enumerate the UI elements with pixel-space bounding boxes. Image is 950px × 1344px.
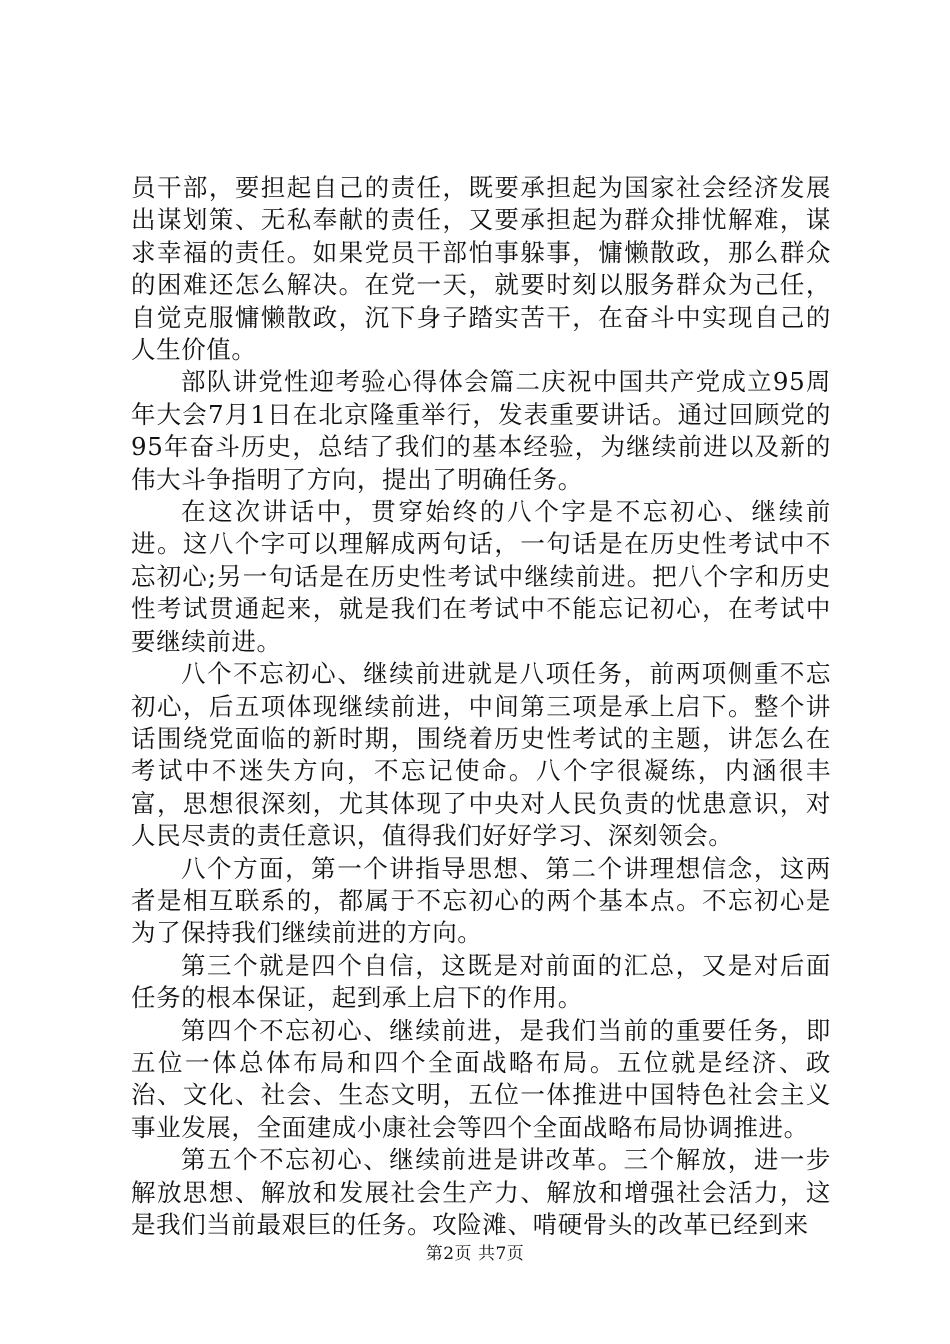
paragraph-8: 第五个不忘初心、继续前进是讲改革。三个解放，进一步解放思想、解放和发展社会生产力、解放和增强社会活力，这是我们当前最艰巨的任务。攻险滩、啃硬骨头的改革已经到来 <box>131 1145 831 1239</box>
paragraph-5: 八个方面，第一个讲指导思想、第二个讲理想信念，这两者是相互联系的，都属于不忘初心的两个基本点。不忘初心是为了保持我们继续前进的方向。 <box>131 853 831 948</box>
page-number-footer: 第2页 共7页 <box>425 1244 525 1264</box>
paragraph-7: 第四个不忘初心、继续前进，是我们当前的重要任务，即五位一体总体布局和四个全面战略布局。五位就是经济、政治、文化、社会、生态文明，五位一体推进中国特色社会主义事业发展，全面建成小康社会等四个全面战略布局协调推进。 <box>131 1015 831 1142</box>
document-body <box>131 172 831 1241</box>
paragraph-3: 在这次讲话中，贯穿始终的八个字是不忘初心、继续前进。这八个字可以理解成两句话，一句话是在历史性考试中不忘初心;另一句话是在历史性考试中继续前进。把八个字和历史性考试贯通起来，就是我们在考试中不能忘记初心，在考试中要继续前进。 <box>131 497 831 656</box>
paragraph-6: 第三个就是四个自信，这既是对前面的汇总，又是对后面任务的根本保证，起到承上启下的作用。 <box>131 950 831 1013</box>
paragraph-2: 部队讲党性迎考验心得体会篇二庆祝中国共产党成立95周年大会7月1日在北京隆重举行，发表重要讲话。通过回顾党的95年奋斗历史，总结了我们的基本经验，为继续前进以及新的伟大斗争指明了方向，提出了明确任务。 <box>131 367 831 494</box>
paragraph-1: 员干部，要担起自己的责任，既要承担起为国家社会经济发展出谋划策、无私奉献的责任，又要承担起为群众排忧解难，谋求幸福的责任。如果党员干部怕事躲事，慵懒散政，那么群众的困难还怎么解决。在党一天，就要时刻以服务群众为己任，自觉克服慵懒散政，沉下身子踏实苦干，在奋斗中实现自己的人生价值。 <box>131 173 831 365</box>
paragraph-4: 八个不忘初心、继续前进就是八项任务，前两项侧重不忘初心，后五项体现继续前进，中间第三项是承上启下。整个讲话围绕党面临的新时期，围绕着历史性考试的主题，讲怎么在考试中不迷失方向，不忘记使命。八个字很凝练，内涵很丰富，思想很深刻，尤其体现了中央对人民负责的忧患意识，对人民尽责的责任意识，值得我们好好学习、深刻领会。 <box>131 659 831 851</box>
